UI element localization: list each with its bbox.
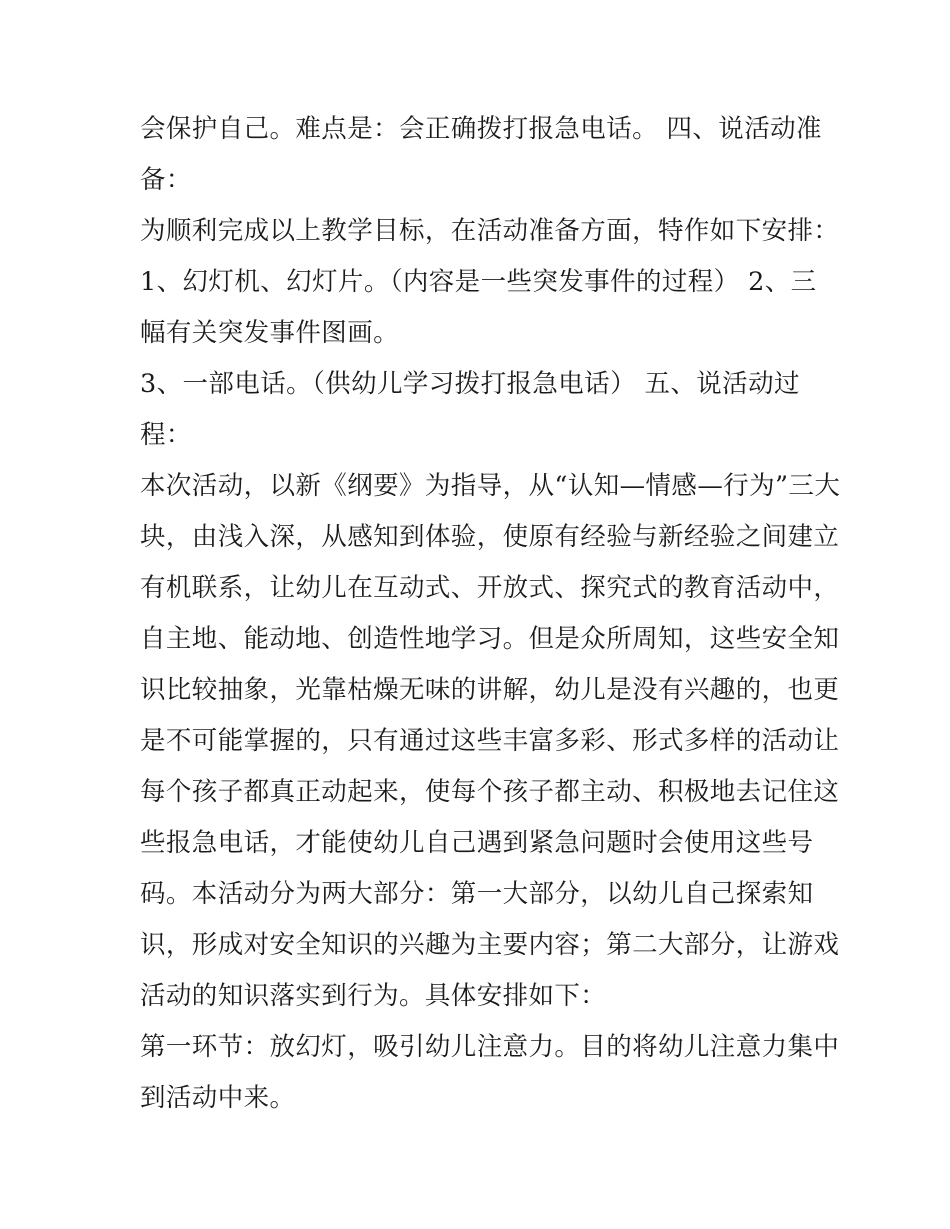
text-line: 块，由浅入深，从感知到体验，使原有经验与新经验之间建立	[140, 522, 840, 552]
document-body	[140, 104, 841, 1124]
text-line: 幅有关突发事件图画。	[140, 318, 400, 348]
text-line: 第一环节：放幻灯，吸引幼儿注意力。目的将幼儿注意力集中	[140, 1032, 840, 1062]
text-line: 码。本活动分为两大部分：第一大部分，以幼儿自己探索知	[140, 879, 814, 909]
text-line: 程：	[140, 420, 192, 450]
text-line: 识比较抽象，光靠枯燥无味的讲解，幼儿是没有兴趣的，也更	[140, 675, 840, 705]
text-line: 是不可能掌握的，只有通过这些丰富多彩、形式多样的活动让	[140, 726, 840, 756]
text-line: 为顺利完成以上教学目标，在活动准备方面，特作如下安排：	[140, 216, 840, 246]
text-line: 些报急电话，才能使幼儿自己遇到紧急问题时会使用这些号	[140, 828, 814, 858]
text-line: 识，形成对安全知识的兴趣为主要内容；第二大部分，让游戏	[140, 930, 840, 960]
text-line: 会保护自己。难点是：会正确拨打报急电话。 四、说活动准	[140, 114, 822, 144]
text-line: 活动的知识落实到行为。具体安排如下：	[140, 981, 607, 1011]
text-line: 备：	[140, 165, 192, 195]
text-line: 有机联系，让幼儿在互动式、开放式、探究式的教育活动中，	[140, 573, 840, 603]
text-line: 1、幻灯机、幻灯片。（内容是一些突发事件的过程） 2、三	[140, 267, 817, 297]
text-line: 自主地、能动地、创造性地学习。但是众所周知，这些安全知	[140, 624, 840, 654]
text-line: 每个孩子都真正动起来，使每个孩子都主动、积极地去记住这	[140, 777, 840, 807]
text-line: 本次活动，以新《纲要》为指导，从“认知—情感—行为”三大	[140, 471, 841, 501]
text-line: 3、一部电话。（供幼儿学习拨打报急电话） 五、说活动过	[140, 369, 800, 399]
text-line: 到活动中来。	[140, 1083, 296, 1113]
